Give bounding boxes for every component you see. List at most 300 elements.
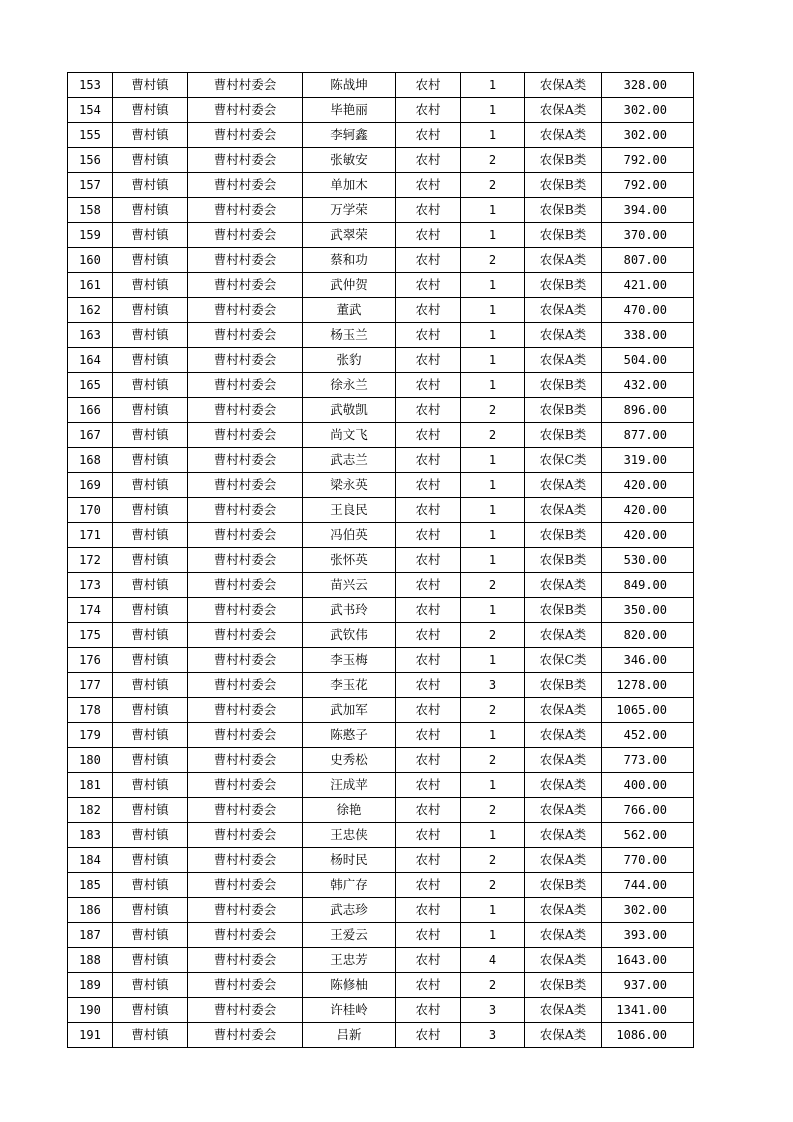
- town-cell: 曹村镇: [113, 823, 188, 848]
- village-committee-cell: 曹村村委会: [188, 273, 303, 298]
- insurance-category-cell: 农保B类: [525, 873, 602, 898]
- area-type-cell: 农村: [396, 298, 461, 323]
- row-index: 173: [68, 573, 113, 598]
- name-cell: 王忠侠: [303, 823, 396, 848]
- row-index: 174: [68, 598, 113, 623]
- table-row: [68, 698, 694, 723]
- name-cell: 李轲鑫: [303, 123, 396, 148]
- name-cell: 武敬凯: [303, 398, 396, 423]
- village-committee-cell: 曹村村委会: [188, 398, 303, 423]
- row-index: 185: [68, 873, 113, 898]
- name-cell: 武书玲: [303, 598, 396, 623]
- insurance-category-cell: 农保A类: [525, 1023, 602, 1048]
- household-count-cell: 1: [461, 373, 525, 398]
- amount-cell: 1278.00: [602, 673, 694, 698]
- amount-cell: 400.00: [602, 773, 694, 798]
- amount-cell: 792.00: [602, 173, 694, 198]
- row-index: 153: [68, 73, 113, 98]
- household-count-cell: 1: [461, 123, 525, 148]
- town-cell: 曹村镇: [113, 973, 188, 998]
- area-type-cell: 农村: [396, 873, 461, 898]
- insurance-category-cell: 农保A类: [525, 698, 602, 723]
- row-index: 190: [68, 998, 113, 1023]
- town-cell: 曹村镇: [113, 598, 188, 623]
- insurance-category-cell: 农保B类: [525, 523, 602, 548]
- table-row: [68, 773, 694, 798]
- village-committee-cell: 曹村村委会: [188, 148, 303, 173]
- household-count-cell: 2: [461, 573, 525, 598]
- table-row: [68, 323, 694, 348]
- village-committee-cell: 曹村村委会: [188, 573, 303, 598]
- village-committee-cell: 曹村村委会: [188, 423, 303, 448]
- area-type-cell: 农村: [396, 923, 461, 948]
- row-index: 182: [68, 798, 113, 823]
- town-cell: 曹村镇: [113, 348, 188, 373]
- amount-cell: 346.00: [602, 648, 694, 673]
- area-type-cell: 农村: [396, 698, 461, 723]
- amount-cell: 420.00: [602, 523, 694, 548]
- town-cell: 曹村镇: [113, 223, 188, 248]
- area-type-cell: 农村: [396, 673, 461, 698]
- name-cell: 武加军: [303, 698, 396, 723]
- area-type-cell: 农村: [396, 823, 461, 848]
- village-committee-cell: 曹村村委会: [188, 998, 303, 1023]
- row-index: 159: [68, 223, 113, 248]
- village-committee-cell: 曹村村委会: [188, 373, 303, 398]
- table-row: [68, 898, 694, 923]
- insurance-category-cell: 农保A类: [525, 748, 602, 773]
- insurance-category-cell: 农保B类: [525, 148, 602, 173]
- insurance-category-cell: 农保B类: [525, 273, 602, 298]
- name-cell: 徐永兰: [303, 373, 396, 398]
- amount-cell: 319.00: [602, 448, 694, 473]
- amount-cell: 1086.00: [602, 1023, 694, 1048]
- area-type-cell: 农村: [396, 398, 461, 423]
- household-count-cell: 2: [461, 173, 525, 198]
- area-type-cell: 农村: [396, 773, 461, 798]
- household-count-cell: 2: [461, 873, 525, 898]
- town-cell: 曹村镇: [113, 648, 188, 673]
- insurance-category-cell: 农保A类: [525, 773, 602, 798]
- household-count-cell: 1: [461, 898, 525, 923]
- row-index: 176: [68, 648, 113, 673]
- name-cell: 李玉梅: [303, 648, 396, 673]
- area-type-cell: 农村: [396, 123, 461, 148]
- village-committee-cell: 曹村村委会: [188, 548, 303, 573]
- amount-cell: 338.00: [602, 323, 694, 348]
- row-index: 187: [68, 923, 113, 948]
- table-row: [68, 998, 694, 1023]
- table-row: [68, 1023, 694, 1048]
- area-type-cell: 农村: [396, 423, 461, 448]
- row-index: 191: [68, 1023, 113, 1048]
- amount-cell: 350.00: [602, 598, 694, 623]
- town-cell: 曹村镇: [113, 298, 188, 323]
- household-count-cell: 1: [461, 323, 525, 348]
- name-cell: 吕新: [303, 1023, 396, 1048]
- town-cell: 曹村镇: [113, 798, 188, 823]
- area-type-cell: 农村: [396, 548, 461, 573]
- household-count-cell: 1: [461, 473, 525, 498]
- area-type-cell: 农村: [396, 998, 461, 1023]
- insurance-category-cell: 农保A类: [525, 923, 602, 948]
- row-index: 164: [68, 348, 113, 373]
- household-count-cell: 1: [461, 823, 525, 848]
- town-cell: 曹村镇: [113, 573, 188, 598]
- village-committee-cell: 曹村村委会: [188, 623, 303, 648]
- row-index: 180: [68, 748, 113, 773]
- area-type-cell: 农村: [396, 348, 461, 373]
- name-cell: 徐艳: [303, 798, 396, 823]
- table-row: [68, 423, 694, 448]
- name-cell: 蔡和功: [303, 248, 396, 273]
- household-count-cell: 1: [461, 448, 525, 473]
- amount-cell: 820.00: [602, 623, 694, 648]
- household-count-cell: 1: [461, 773, 525, 798]
- town-cell: 曹村镇: [113, 698, 188, 723]
- insurance-category-cell: 农保B类: [525, 173, 602, 198]
- name-cell: 武钦伟: [303, 623, 396, 648]
- village-committee-cell: 曹村村委会: [188, 873, 303, 898]
- area-type-cell: 农村: [396, 573, 461, 598]
- row-index: 184: [68, 848, 113, 873]
- town-cell: 曹村镇: [113, 873, 188, 898]
- household-count-cell: 3: [461, 673, 525, 698]
- household-count-cell: 1: [461, 598, 525, 623]
- town-cell: 曹村镇: [113, 98, 188, 123]
- village-committee-cell: 曹村村委会: [188, 698, 303, 723]
- row-index: 168: [68, 448, 113, 473]
- name-cell: 陈修柚: [303, 973, 396, 998]
- insurance-category-cell: 农保A类: [525, 898, 602, 923]
- town-cell: 曹村镇: [113, 473, 188, 498]
- row-index: 172: [68, 548, 113, 573]
- area-type-cell: 农村: [396, 273, 461, 298]
- amount-cell: 394.00: [602, 198, 694, 223]
- table-row: [68, 148, 694, 173]
- table-row: [68, 848, 694, 873]
- household-count-cell: 1: [461, 298, 525, 323]
- village-committee-cell: 曹村村委会: [188, 898, 303, 923]
- row-index: 186: [68, 898, 113, 923]
- amount-cell: 393.00: [602, 923, 694, 948]
- town-cell: 曹村镇: [113, 448, 188, 473]
- village-committee-cell: 曹村村委会: [188, 473, 303, 498]
- village-committee-cell: 曹村村委会: [188, 73, 303, 98]
- table-row: [68, 798, 694, 823]
- area-type-cell: 农村: [396, 1023, 461, 1048]
- area-type-cell: 农村: [396, 648, 461, 673]
- amount-cell: 432.00: [602, 373, 694, 398]
- household-count-cell: 2: [461, 798, 525, 823]
- row-index: 161: [68, 273, 113, 298]
- village-committee-cell: 曹村村委会: [188, 523, 303, 548]
- name-cell: 陈战坤: [303, 73, 396, 98]
- insurance-category-cell: 农保A类: [525, 623, 602, 648]
- town-cell: 曹村镇: [113, 673, 188, 698]
- insurance-category-cell: 农保C类: [525, 648, 602, 673]
- household-count-cell: 3: [461, 998, 525, 1023]
- amount-cell: 877.00: [602, 423, 694, 448]
- amount-cell: 370.00: [602, 223, 694, 248]
- insurance-category-cell: 农保A类: [525, 998, 602, 1023]
- name-cell: 武志珍: [303, 898, 396, 923]
- household-count-cell: 1: [461, 223, 525, 248]
- village-committee-cell: 曹村村委会: [188, 98, 303, 123]
- insurance-category-cell: 农保A类: [525, 473, 602, 498]
- amount-cell: 792.00: [602, 148, 694, 173]
- town-cell: 曹村镇: [113, 998, 188, 1023]
- amount-cell: 896.00: [602, 398, 694, 423]
- household-count-cell: 2: [461, 748, 525, 773]
- roster-body: [68, 73, 694, 1048]
- household-count-cell: 1: [461, 523, 525, 548]
- amount-cell: 770.00: [602, 848, 694, 873]
- amount-cell: 420.00: [602, 498, 694, 523]
- row-index: 166: [68, 398, 113, 423]
- row-index: 156: [68, 148, 113, 173]
- town-cell: 曹村镇: [113, 848, 188, 873]
- row-index: 177: [68, 673, 113, 698]
- name-cell: 万学荣: [303, 198, 396, 223]
- insurance-category-cell: 农保B类: [525, 373, 602, 398]
- town-cell: 曹村镇: [113, 523, 188, 548]
- name-cell: 李玉花: [303, 673, 396, 698]
- row-index: 158: [68, 198, 113, 223]
- insurance-category-cell: 农保A类: [525, 723, 602, 748]
- village-committee-cell: 曹村村委会: [188, 298, 303, 323]
- name-cell: 冯伯英: [303, 523, 396, 548]
- row-index: 178: [68, 698, 113, 723]
- household-count-cell: 1: [461, 498, 525, 523]
- amount-cell: 302.00: [602, 123, 694, 148]
- household-count-cell: 1: [461, 548, 525, 573]
- insurance-category-cell: 农保B类: [525, 673, 602, 698]
- area-type-cell: 农村: [396, 523, 461, 548]
- row-index: 179: [68, 723, 113, 748]
- household-count-cell: 1: [461, 923, 525, 948]
- amount-cell: 302.00: [602, 98, 694, 123]
- area-type-cell: 农村: [396, 898, 461, 923]
- insurance-category-cell: 农保A类: [525, 798, 602, 823]
- insurance-category-cell: 农保B类: [525, 223, 602, 248]
- table-row: [68, 598, 694, 623]
- amount-cell: 421.00: [602, 273, 694, 298]
- name-cell: 王良民: [303, 498, 396, 523]
- village-committee-cell: 曹村村委会: [188, 348, 303, 373]
- table-row: [68, 623, 694, 648]
- table-row: [68, 298, 694, 323]
- roster-table: [67, 72, 694, 1048]
- town-cell: 曹村镇: [113, 748, 188, 773]
- name-cell: 汪成苹: [303, 773, 396, 798]
- name-cell: 武翠荣: [303, 223, 396, 248]
- town-cell: 曹村镇: [113, 773, 188, 798]
- name-cell: 苗兴云: [303, 573, 396, 598]
- name-cell: 王忠芳: [303, 948, 396, 973]
- household-count-cell: 1: [461, 98, 525, 123]
- insurance-category-cell: 农保A类: [525, 123, 602, 148]
- name-cell: 武仲贺: [303, 273, 396, 298]
- table-row: [68, 523, 694, 548]
- table-row: [68, 398, 694, 423]
- household-count-cell: 2: [461, 398, 525, 423]
- name-cell: 韩广存: [303, 873, 396, 898]
- table-row: [68, 248, 694, 273]
- table-row: [68, 948, 694, 973]
- town-cell: 曹村镇: [113, 173, 188, 198]
- amount-cell: 328.00: [602, 73, 694, 98]
- name-cell: 武志兰: [303, 448, 396, 473]
- insurance-category-cell: 农保B类: [525, 398, 602, 423]
- town-cell: 曹村镇: [113, 373, 188, 398]
- name-cell: 陈憨子: [303, 723, 396, 748]
- amount-cell: 530.00: [602, 548, 694, 573]
- village-committee-cell: 曹村村委会: [188, 948, 303, 973]
- insurance-category-cell: 农保A类: [525, 573, 602, 598]
- name-cell: 王爱云: [303, 923, 396, 948]
- name-cell: 杨玉兰: [303, 323, 396, 348]
- amount-cell: 1065.00: [602, 698, 694, 723]
- row-index: 183: [68, 823, 113, 848]
- table-row: [68, 273, 694, 298]
- village-committee-cell: 曹村村委会: [188, 1023, 303, 1048]
- village-committee-cell: 曹村村委会: [188, 123, 303, 148]
- area-type-cell: 农村: [396, 223, 461, 248]
- town-cell: 曹村镇: [113, 73, 188, 98]
- table-row: [68, 223, 694, 248]
- area-type-cell: 农村: [396, 98, 461, 123]
- town-cell: 曹村镇: [113, 423, 188, 448]
- village-committee-cell: 曹村村委会: [188, 598, 303, 623]
- village-committee-cell: 曹村村委会: [188, 323, 303, 348]
- village-committee-cell: 曹村村委会: [188, 798, 303, 823]
- name-cell: 单加木: [303, 173, 396, 198]
- row-index: 171: [68, 523, 113, 548]
- village-committee-cell: 曹村村委会: [188, 823, 303, 848]
- table-row: [68, 123, 694, 148]
- name-cell: 梁永英: [303, 473, 396, 498]
- insurance-category-cell: 农保C类: [525, 448, 602, 473]
- insurance-category-cell: 农保A类: [525, 73, 602, 98]
- village-committee-cell: 曹村村委会: [188, 173, 303, 198]
- insurance-category-cell: 农保A类: [525, 498, 602, 523]
- row-index: 155: [68, 123, 113, 148]
- table-row: [68, 448, 694, 473]
- area-type-cell: 农村: [396, 373, 461, 398]
- area-type-cell: 农村: [396, 598, 461, 623]
- household-count-cell: 1: [461, 198, 525, 223]
- area-type-cell: 农村: [396, 798, 461, 823]
- household-count-cell: 2: [461, 423, 525, 448]
- amount-cell: 302.00: [602, 898, 694, 923]
- village-committee-cell: 曹村村委会: [188, 848, 303, 873]
- village-committee-cell: 曹村村委会: [188, 448, 303, 473]
- town-cell: 曹村镇: [113, 273, 188, 298]
- amount-cell: 470.00: [602, 298, 694, 323]
- household-count-cell: 2: [461, 848, 525, 873]
- town-cell: 曹村镇: [113, 548, 188, 573]
- table-row: [68, 723, 694, 748]
- village-committee-cell: 曹村村委会: [188, 773, 303, 798]
- household-count-cell: 2: [461, 973, 525, 998]
- table-row: [68, 973, 694, 998]
- area-type-cell: 农村: [396, 448, 461, 473]
- insurance-category-cell: 农保A类: [525, 98, 602, 123]
- table-row: [68, 73, 694, 98]
- household-count-cell: 2: [461, 623, 525, 648]
- name-cell: 杨时民: [303, 848, 396, 873]
- area-type-cell: 农村: [396, 948, 461, 973]
- row-index: 189: [68, 973, 113, 998]
- table-row: [68, 823, 694, 848]
- table-row: [68, 923, 694, 948]
- row-index: 157: [68, 173, 113, 198]
- town-cell: 曹村镇: [113, 198, 188, 223]
- amount-cell: 562.00: [602, 823, 694, 848]
- amount-cell: 504.00: [602, 348, 694, 373]
- table-row: [68, 173, 694, 198]
- town-cell: 曹村镇: [113, 323, 188, 348]
- insurance-category-cell: 农保B类: [525, 973, 602, 998]
- table-row: [68, 648, 694, 673]
- row-index: 165: [68, 373, 113, 398]
- row-index: 169: [68, 473, 113, 498]
- village-committee-cell: 曹村村委会: [188, 223, 303, 248]
- area-type-cell: 农村: [396, 623, 461, 648]
- household-count-cell: 1: [461, 73, 525, 98]
- area-type-cell: 农村: [396, 198, 461, 223]
- household-count-cell: 1: [461, 723, 525, 748]
- town-cell: 曹村镇: [113, 148, 188, 173]
- household-count-cell: 2: [461, 148, 525, 173]
- table-row: [68, 573, 694, 598]
- table-row: [68, 473, 694, 498]
- insurance-category-cell: 农保B类: [525, 548, 602, 573]
- insurance-category-cell: 农保A类: [525, 248, 602, 273]
- row-index: 162: [68, 298, 113, 323]
- insurance-category-cell: 农保A类: [525, 948, 602, 973]
- insurance-category-cell: 农保A类: [525, 323, 602, 348]
- household-count-cell: 2: [461, 248, 525, 273]
- village-committee-cell: 曹村村委会: [188, 973, 303, 998]
- row-index: 154: [68, 98, 113, 123]
- table-row: [68, 348, 694, 373]
- village-committee-cell: 曹村村委会: [188, 198, 303, 223]
- row-index: 188: [68, 948, 113, 973]
- row-index: 163: [68, 323, 113, 348]
- amount-cell: 1341.00: [602, 998, 694, 1023]
- amount-cell: 766.00: [602, 798, 694, 823]
- insurance-category-cell: 农保A类: [525, 823, 602, 848]
- row-index: 160: [68, 248, 113, 273]
- amount-cell: 849.00: [602, 573, 694, 598]
- household-count-cell: 4: [461, 948, 525, 973]
- amount-cell: 744.00: [602, 873, 694, 898]
- table-row: [68, 748, 694, 773]
- table-row: [68, 373, 694, 398]
- town-cell: 曹村镇: [113, 123, 188, 148]
- table-row: [68, 198, 694, 223]
- town-cell: 曹村镇: [113, 248, 188, 273]
- town-cell: 曹村镇: [113, 498, 188, 523]
- amount-cell: 1643.00: [602, 948, 694, 973]
- name-cell: 张豹: [303, 348, 396, 373]
- name-cell: 许桂岭: [303, 998, 396, 1023]
- area-type-cell: 农村: [396, 498, 461, 523]
- area-type-cell: 农村: [396, 473, 461, 498]
- amount-cell: 773.00: [602, 748, 694, 773]
